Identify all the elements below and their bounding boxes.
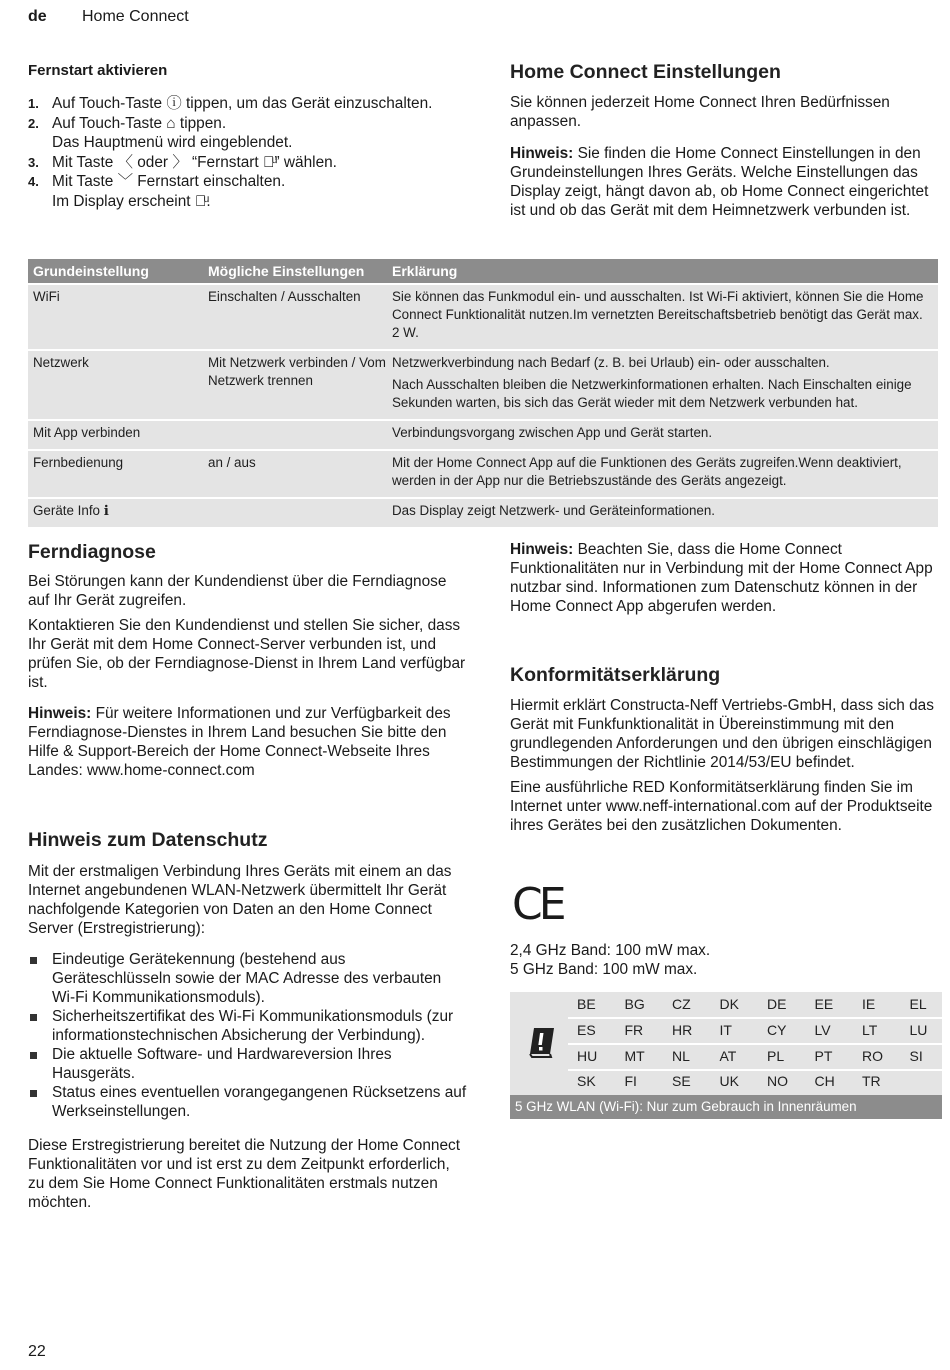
konformitaet-heading: Konformitätserklärung (510, 664, 721, 686)
row-divider (568, 1043, 942, 1045)
row-divider (568, 1069, 942, 1071)
country-code: CH (814, 1073, 835, 1090)
country-code: MT (624, 1047, 645, 1064)
cell-setting: Geräte Info ℹ (33, 503, 109, 518)
step-text: Mit Taste 〈 oder 〉 “Fernstart ▯ͧ” wählen. (52, 153, 337, 171)
list-item: Eindeutige Gerätekennung (bestehend aus Geräteschlüsseln sowie der MAC Adresse des verbauten Wi-Fi Kommunikationsmoduls). (28, 950, 468, 1007)
country-code: NL (672, 1047, 690, 1064)
fernstart-heading: Fernstart aktivieren (28, 62, 168, 79)
cell-explanation (392, 285, 938, 345)
cell-options: an / aus (208, 455, 256, 470)
cell-setting: Netzwerk (33, 355, 89, 370)
step-text: Auf Touch-Taste ⌂ tippen. (52, 114, 227, 132)
country-code: EE (814, 996, 834, 1012)
ce-mark-icon: CE (512, 879, 563, 930)
list-item: Sicherheitszertifikat des Wi-Fi Kommunikationsmoduls (zur informationstechnischen Absicherung der Verbindung). (28, 1007, 468, 1045)
country-code: DE (767, 996, 787, 1012)
step-item (28, 153, 478, 173)
step-subtext: Das Hauptmenü wird eingeblendet. (52, 134, 293, 152)
konformitaet-p2: Eine ausführliche RED Konformitätserklärung finden Sie im Internet unter www.neff-international.com auf der Produktseite ihres Gerätes bei den zusätzlichen Dokumenten. (510, 779, 933, 834)
settings-table (28, 259, 938, 527)
ferndiagnose-section (28, 540, 468, 780)
header-grundeinstellung: Grundeinstellung (33, 263, 149, 279)
country-code: CZ (672, 996, 691, 1012)
explanation-line: Nach Ausschalten bleiben die Netzwerkinformationen erhalten. Nach Einschalten einige Sekunden warten, bis sich das Gerät wieder mit dem Netzwerk verbunden hat. (392, 377, 912, 410)
country-table (510, 992, 942, 1119)
datenschutz-p2: Diese Erstregistrierung bereitet die Nutzung der Home Connect Funktionalitäten vor und ist erst zu dem Zeitpunkt erforderlich, zu dem Sie Home Connect Funktionalitäten erstmals nutzen möchten. (28, 1137, 461, 1211)
konformitaet-section (510, 663, 942, 835)
table-row (28, 419, 938, 449)
table-row (28, 497, 938, 527)
country-code: IE (862, 996, 876, 1012)
country-code: SI (909, 1047, 923, 1064)
list-item: Die aktuelle Software- und Hardwareversion Ihres Hausgeräts. (28, 1045, 468, 1083)
step-number: 4. (28, 174, 39, 190)
table-row (28, 283, 938, 349)
country-code: PT (814, 1047, 833, 1064)
table-header (28, 259, 938, 283)
ferndiagnose-p2: Kontaktieren Sie den Kundendienst und stellen Sie sicher, dass Ihr Gerät mit dem Home Connect-Server verbunden ist, und prüfen Sie, ob der Ferndiagnose-Dienst in Ihrem Land verfügbar ist. (28, 617, 466, 691)
step-item (28, 172, 478, 211)
fernstart-section (28, 62, 478, 212)
cell-setting: Fernbedienung (33, 455, 124, 470)
step-number: 2. (28, 115, 39, 131)
settings-intro-text: Sie können jederzeit Home Connect Ihren Bedürfnissen anpassen. (510, 94, 890, 130)
table-row (28, 349, 938, 419)
hint-text: Beachten Sie, dass die Home Connect Funktionalitäten nur in Verbindung mit der Home Connect App nutzbar sind. Informationen zum Datenschutz können in der Home Connect App abgerufen werden. (510, 541, 933, 615)
country-code: RO (862, 1047, 883, 1064)
step-number: 3. (28, 154, 39, 170)
header-erklaerung: Erklärung (392, 263, 458, 279)
table-body (28, 283, 938, 527)
cell-setting: Mit App verbinden (33, 425, 141, 440)
hint-text: Sie finden die Home Connect Einstellungen in den Grundeinstellungen Ihres Geräts. Welche Einstellungen das Display zeigt, hängt davon ab, ob Home Connect eingerichtet ist und ob das Gerät mit dem Heimnetzwerk verbunden ist. (510, 145, 929, 219)
explanation-line: Sie können das Funkmodul ein- und ausschalten. Ist Wi-Fi aktiviert, können Sie die Home Connect Funktionalität nutzen.Im vernetzten Bereitschaftsbetrieb benötigt das Gerät max. 2 W. (392, 289, 924, 340)
country-code: IT (719, 1021, 732, 1038)
settings-heading: Home Connect Einstellungen (510, 61, 781, 83)
row-divider (568, 1017, 942, 1019)
country-code: LT (862, 1021, 878, 1038)
cell-explanation (392, 499, 938, 523)
cell-explanation (392, 451, 938, 493)
cell-explanation (392, 421, 938, 445)
fernstart-steps (28, 94, 478, 212)
country-code: LU (909, 1021, 928, 1038)
header-moegliche-einstellungen: Mögliche Einstellungen (208, 263, 365, 279)
hint-label: Hinweis: (510, 541, 574, 558)
list-item: Status eines eventuellen vorangegangenen Rücksetzens auf Werkseinstellungen. (28, 1083, 468, 1121)
warning-book-icon (528, 1026, 556, 1058)
country-table-footer: 5 GHz WLAN (Wi-Fi): Nur zum Gebrauch in Innenräumen (510, 1095, 942, 1119)
step-item (28, 114, 478, 153)
ferndiagnose-heading: Ferndiagnose (28, 541, 156, 563)
step-text: Auf Touch-Taste ⓘ tippen, um das Gerät einzuschalten. (52, 95, 433, 112)
step-item (28, 94, 478, 114)
settings-intro-section (510, 60, 940, 220)
country-code: CY (767, 1021, 787, 1038)
explanation-line: Das Display zeigt Netzwerk- und Geräteinformationen. (392, 503, 716, 518)
country-code: PL (767, 1047, 785, 1064)
country-code: SE (672, 1073, 691, 1090)
explanation-line: Verbindungsvorgang zwischen App und Gerät starten. (392, 425, 713, 440)
band-5: 5 GHz Band: 100 mW max. (510, 961, 698, 978)
hint-text: Für weitere Informationen und zur Verfügbarkeit des Ferndiagnose-Dienstes in Ihrem Land besuchen Sie bitte den Hilfe & Support-Bereich der Home Connect-Webseite Ihres Landes: www.home-connect.com (28, 705, 451, 779)
country-code: EL (909, 996, 927, 1012)
datenschutz-p1: Mit der erstmaligen Verbindung Ihres Geräts mit einem an das Internet angebundenen WLAN-Netzwerk übermittelt Ihr Gerät nachfolgende Kategorien von Daten an den Home Connect Server (Erstregistrierung): (28, 863, 452, 937)
header-title: Home Connect (82, 8, 189, 25)
country-code: DK (719, 996, 739, 1012)
step-text: Mit Taste ﹀ Fernstart einschalten. (52, 173, 286, 191)
country-code: HU (577, 1047, 598, 1064)
country-code: SK (577, 1073, 596, 1090)
country-code: FR (624, 1021, 644, 1038)
country-code: FI (624, 1073, 637, 1090)
right-hint-section (510, 540, 940, 616)
ferndiagnose-hint (28, 704, 468, 780)
country-code: BE (577, 996, 596, 1012)
country-code: HR (672, 1021, 693, 1038)
hint-label: Hinweis: (510, 145, 574, 162)
country-code: NO (767, 1073, 788, 1090)
table-row (28, 449, 938, 497)
page-number: 22 (28, 1343, 46, 1360)
step-subtext: Im Display erscheint ▯ͧ. (52, 192, 211, 210)
country-code: BG (624, 996, 645, 1012)
datenschutz-heading: Hinweis zum Datenschutz (28, 829, 268, 851)
country-code: AT (719, 1047, 737, 1064)
right-hint (510, 540, 940, 616)
cell-options: Mit Netzwerk verbinden / Vom Netzwerk trennen (208, 355, 386, 388)
settings-hint (510, 144, 940, 220)
header-language: de (28, 8, 47, 25)
country-code: UK (719, 1073, 739, 1090)
country-code: TR (862, 1073, 881, 1090)
country-code: LV (814, 1021, 831, 1038)
explanation-line: Mit der Home Connect App auf die Funktionen des Geräts zugreifen.Wenn deaktiviert, werden in der App nur die Betriebszustände des Geräts angezeigt. (392, 455, 902, 488)
konformitaet-p1: Hiermit erklärt Constructa-Neff Vertriebs-GmbH, dass sich das Gerät mit Funkfunktionalität in Übereinstimmung mit den grundlegenden Anforderungen und den übrigen einschlägigen Bestimmungen der Richtlinie 2014/53/EU befindet. (510, 697, 934, 771)
ferndiagnose-p1: Bei Störungen kann der Kundendienst über die Ferndiagnose auf Ihr Gerät zugreifen. (28, 573, 447, 609)
explanation-line: Netzwerkverbindung nach Bedarf (z. B. bei Urlaub) ein- oder ausschalten. (392, 355, 830, 370)
cell-options: Einschalten / Ausschalten (208, 289, 361, 304)
cell-setting: WiFi (33, 289, 60, 304)
datenschutz-bullets (28, 950, 468, 1121)
datenschutz-section (28, 828, 468, 1212)
band-info (510, 941, 940, 979)
cell-explanation (392, 351, 938, 415)
step-number: 1. (28, 96, 39, 111)
band-24: 2,4 GHz Band: 100 mW max. (510, 942, 711, 959)
country-code: ES (577, 1021, 596, 1038)
hint-label: Hinweis: (28, 705, 92, 722)
